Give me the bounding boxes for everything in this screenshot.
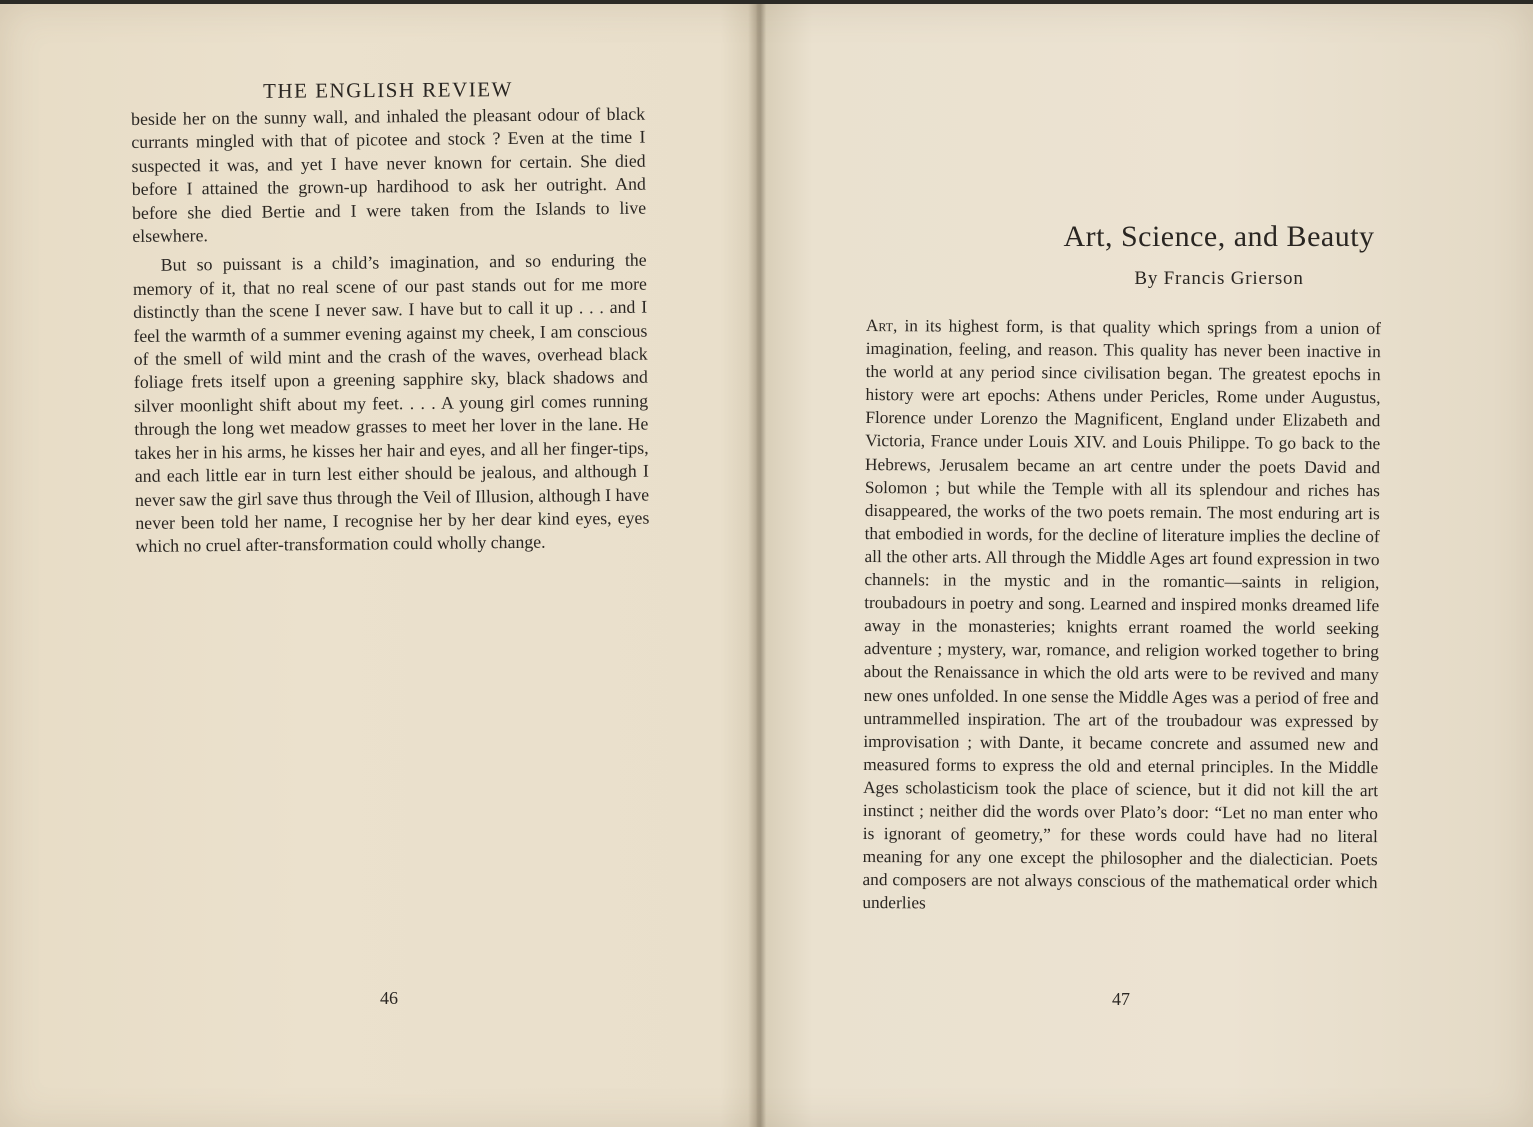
right-page bbox=[762, 4, 1533, 1127]
body-text: , in its highest form, is that quality which springs from a union of imagination, feeling, and reason. This quality has never been inactive in the world at any period since civilisation began. The greatest epochs in history were art epochs: Athens under Pericles, Rome under Augustus, Florence under Lorenzo the Magnificent, England under Elizabeth and Victoria, France under Louis XIV. and Louis Philippe. To go back to the Hebrews, Jerusalem became an art centre under the poets David and Solomon ; but while the Temple with all its splendour and riches has disappeared, the works of the two poets remain. The most enduring art is that embodied in words, for the decline of literature implies the decline of all the other arts. All through the Middle Ages art found expression in two channels: in the mystic and in the romantic—saints in religion, troubadours in poetry and song. Learned and inspired monks dreamed life away in the monasteries; knights errant roamed the world seeking adventure ; mystery, war, romance, and religion worked together to bring about the Renaissance in which the old arts were to be revived and many new ones unfolded. In one sense the Middle Ages was a period of free and untrammelled inspiration. The art of the troubadour was expressed by improvisation ; with Dante, it became concrete and assumed new and measured forms to express the old and eternal principles. In the Middle Ages scholasticism took the place of science, but it did not kill the art instinct ; neither did the words over Plato’s door: “Let no man enter who is ignorant of geometry,” for these words could have had no literal meaning for any one except the philosopher and the dialectician. Poets and composers are not always conscious of the mathematical order which underlies bbox=[862, 316, 1381, 913]
article-title: Art, Science, and Beauty bbox=[1063, 220, 1375, 253]
paragraph: But so puissant is a child’s imagination, and so enduring the memory of it, that no real scene of our past stands out for me more distinctly than the scene I never saw. I have but to call it up . . . and I feel the warmth of a summer evening against my cheek, I am conscious of the smell of wild mint and the crash of the waves, overhead black foliage frets itself upon a greening sapphire sky, black shadows and silver moonlight shift about my feet. . . . A young girl comes running through the long wet meadow grasses to meet her lover in the lane. He takes her in his arms, he kisses her hair and eyes, and all her finger-tips, and each little ear in turn lest either should be jealous, and although I never saw the girl save thus through the Veil of Illusion, although I have never been told her name, I recognise her by her dear kind eyes, eyes which no cruel after-transformation could wholly change. bbox=[132, 250, 650, 557]
left-text-block bbox=[131, 103, 650, 559]
page-number: 46 bbox=[380, 988, 398, 1008]
running-head: THE ENGLISH REVIEW bbox=[263, 77, 513, 103]
lead-word: Art bbox=[865, 315, 894, 336]
paragraph: beside her on the sunny wall, and inhaled the pleasant odour of black currants mingled with that of picotee and stock ? Even at the time I suspected it was, and yet I have never known for certain. She died before I attained the grown-up hardihood to ask her outright. And before she died Bertie and I were taken from the Islands to live elsewhere. bbox=[131, 103, 647, 247]
left-page bbox=[0, 4, 760, 1127]
page-number: 47 bbox=[1112, 989, 1130, 1009]
paragraph bbox=[862, 314, 1381, 918]
book-spread bbox=[0, 4, 1533, 1127]
byline: By Francis Grierson bbox=[1134, 268, 1304, 289]
article-body bbox=[862, 314, 1381, 918]
